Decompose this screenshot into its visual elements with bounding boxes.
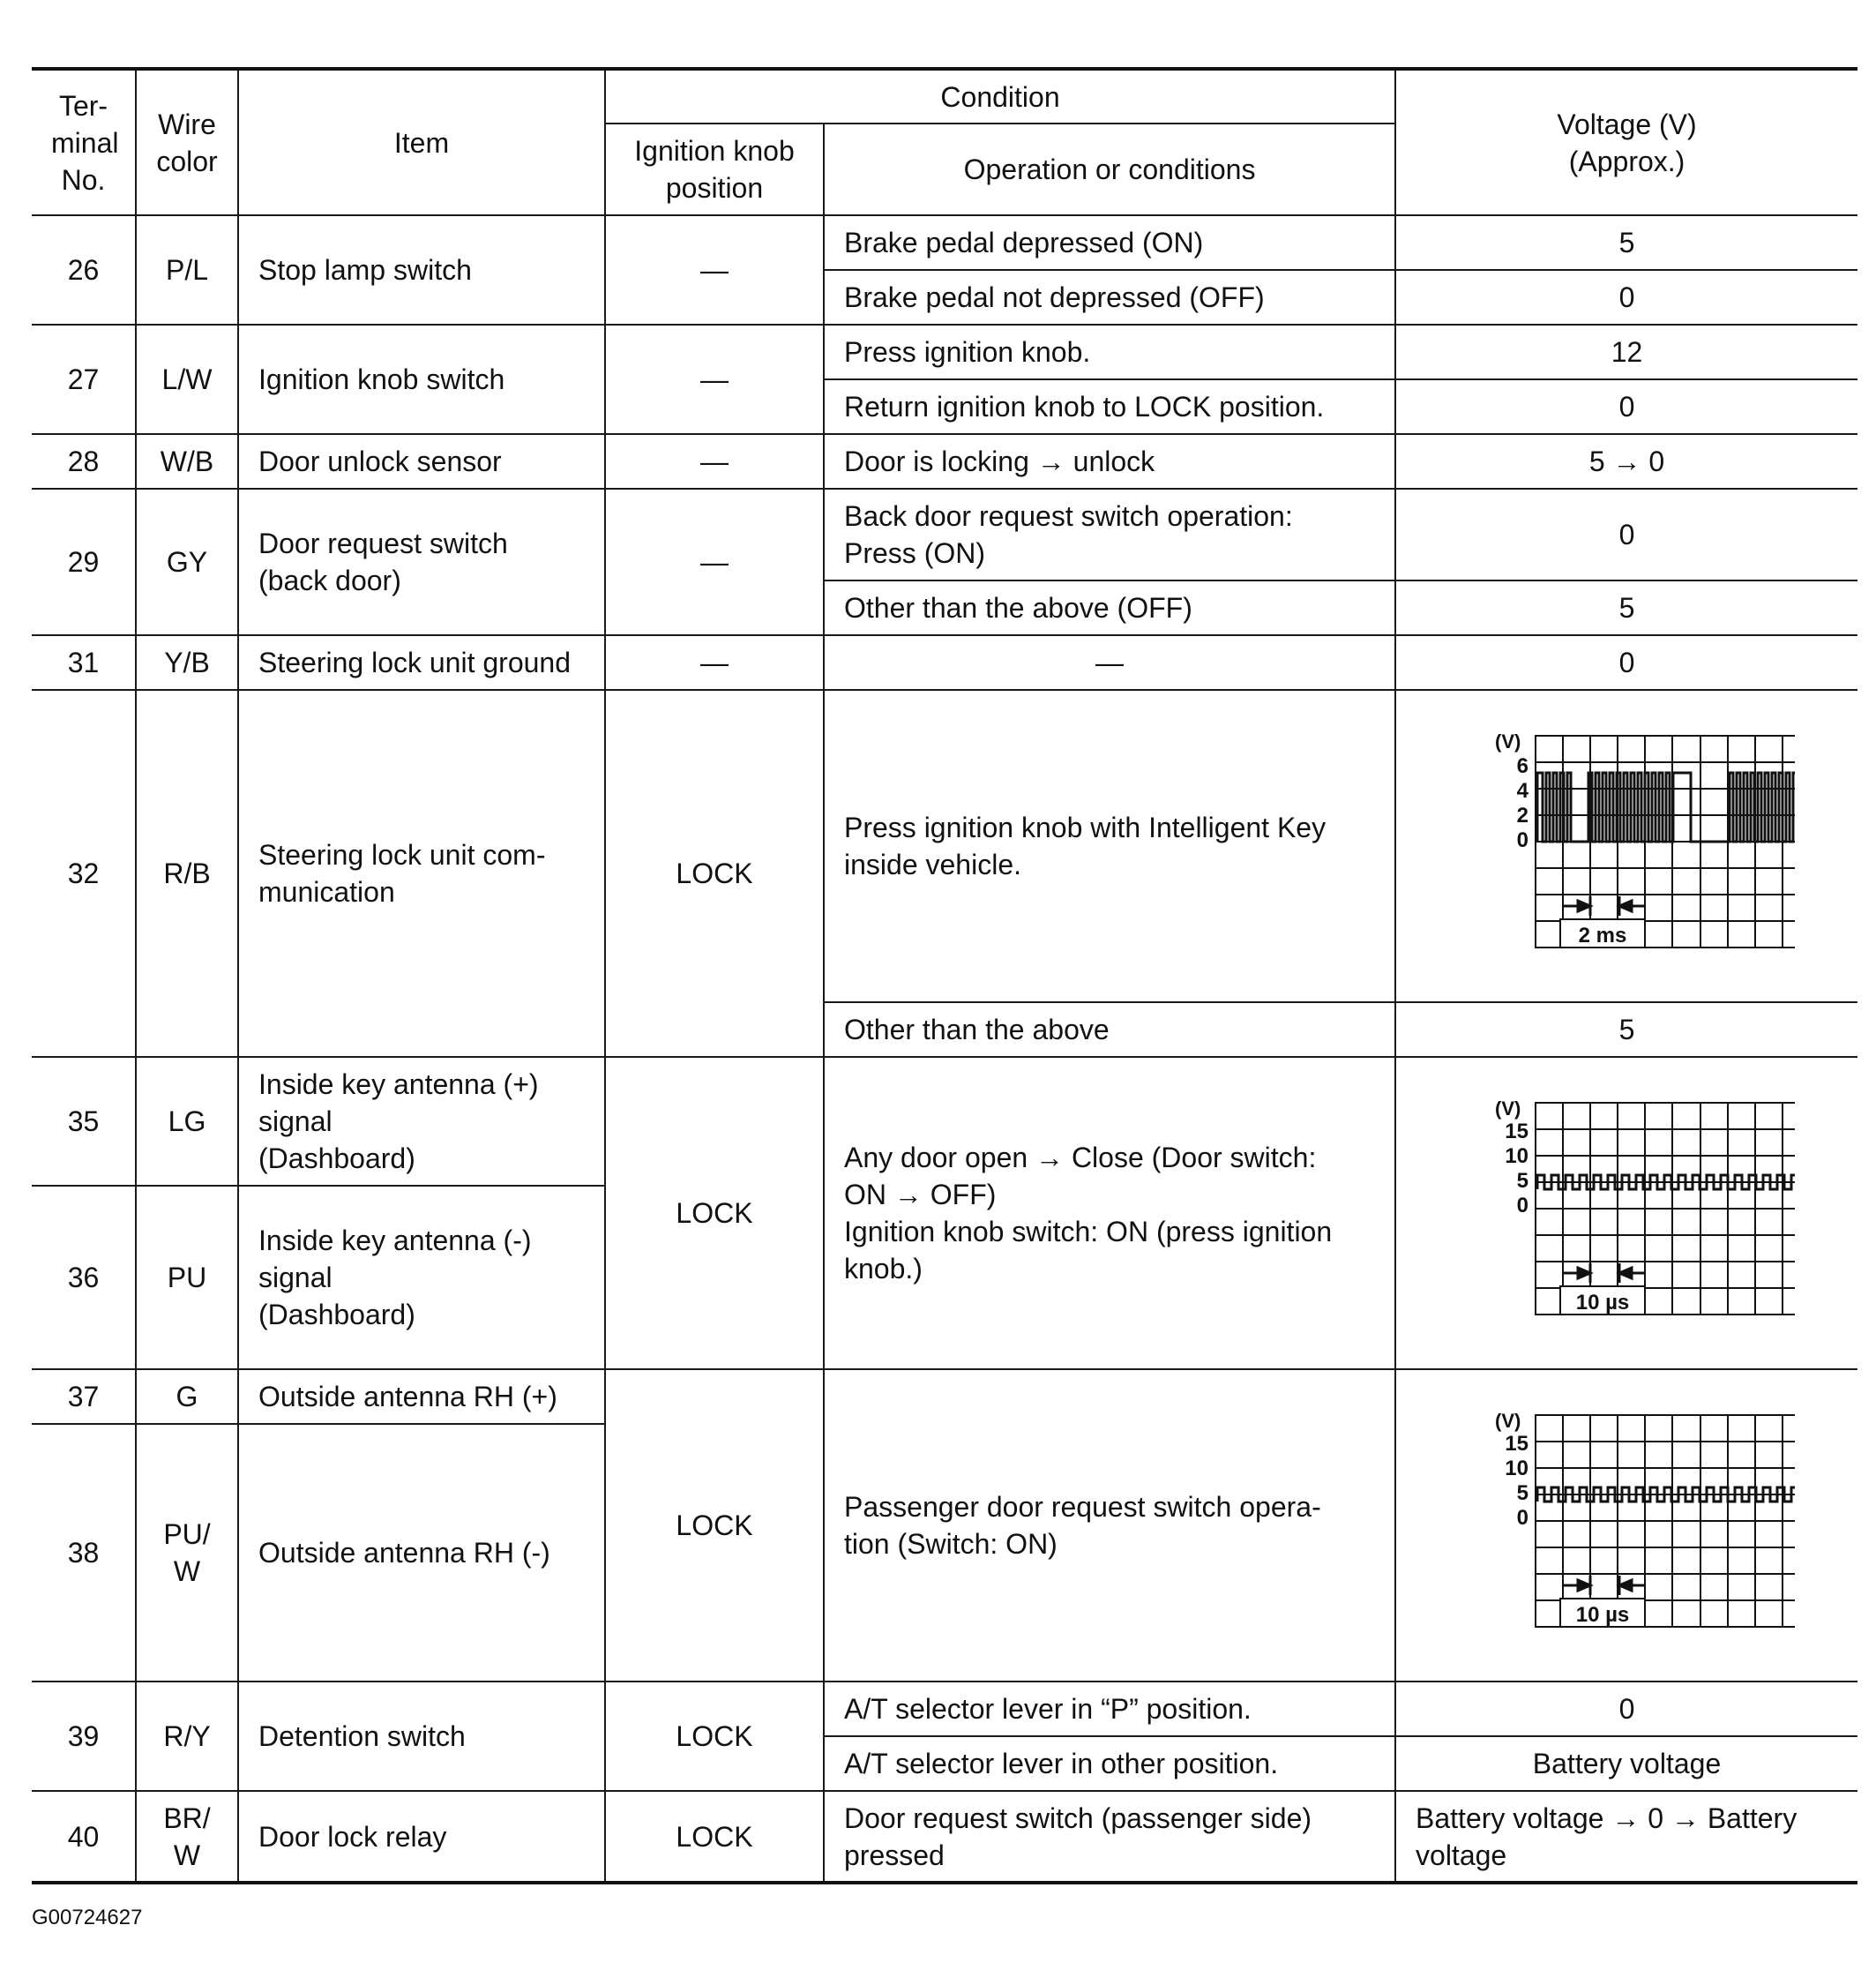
operation: — — [824, 635, 1395, 690]
terminal-no: 27 — [32, 325, 136, 434]
operation: Passenger door request switch opera- tion (Switch: ON) — [824, 1369, 1395, 1682]
wave-time-arrow — [1563, 1263, 1645, 1283]
wave-unit: (V) — [1494, 1410, 1521, 1432]
voltage: 0 — [1395, 1682, 1857, 1736]
wave-tick: 6 — [1516, 754, 1528, 778]
wire-color: BR/ W — [136, 1791, 238, 1883]
operation: Door is locking → unlock — [824, 434, 1395, 489]
voltage: 5 — [1395, 215, 1857, 270]
header-operation: Operation or conditions — [824, 124, 1395, 215]
wire-color: LG — [136, 1057, 238, 1186]
operation: Door request switch (passenger side) pressed — [824, 1791, 1395, 1883]
wave-trace — [1537, 773, 1795, 842]
terminal-no: 31 — [32, 635, 136, 690]
terminal-no: 28 — [32, 434, 136, 489]
item: Outside antenna RH (+) — [238, 1369, 605, 1424]
table-row — [32, 434, 1857, 489]
wave-tick: 0 — [1516, 1194, 1528, 1217]
wave-tick: 0 — [1516, 828, 1528, 852]
voltage: 0 — [1395, 635, 1857, 690]
wire-color: R/B — [136, 690, 238, 1057]
terminal-no: 38 — [32, 1424, 136, 1682]
ignition-position: — — [605, 434, 824, 489]
operation: Press ignition knob with Intelligent Key inside vehicle. — [824, 690, 1395, 1002]
operation: Return ignition knob to LOCK position. — [824, 379, 1395, 434]
item: Outside antenna RH (-) — [238, 1424, 605, 1682]
header-item: Item — [238, 69, 605, 215]
wire-color: GY — [136, 489, 238, 635]
waveform-cell — [1395, 1057, 1857, 1369]
wave-time-label: 10 µs — [1575, 1603, 1629, 1627]
ignition-position: LOCK — [605, 1057, 824, 1369]
waveform-cell — [1395, 1369, 1857, 1682]
terminal-table — [32, 67, 1857, 1884]
wave-tick: 5 — [1516, 1481, 1528, 1505]
terminal-no: 40 — [32, 1791, 136, 1883]
table-row — [32, 690, 1857, 1002]
header-voltage: Voltage (V) (Approx.) — [1395, 69, 1857, 215]
item: Steering lock unit ground — [238, 635, 605, 690]
operation: Other than the above — [824, 1002, 1395, 1057]
ignition-position: LOCK — [605, 690, 824, 1057]
operation: Any door open → Close (Door switch: ON → OFF) Ignition knob switch: ON (press ignition knob.) — [824, 1057, 1395, 1369]
wave-tick: 15 — [1504, 1120, 1528, 1143]
header-terminal: Ter- minal No. — [32, 69, 136, 215]
wave-time-label: 2 ms — [1578, 924, 1626, 948]
terminal-no: 26 — [32, 215, 136, 325]
item: Steering lock unit com- munication — [238, 690, 605, 1057]
voltage: 5 → 0 — [1395, 434, 1857, 489]
item: Inside key antenna (-) signal (Dashboard) — [238, 1186, 605, 1369]
terminal-no: 32 — [32, 690, 136, 1057]
wave-unit: (V) — [1494, 730, 1521, 753]
waveform-cell — [1395, 690, 1857, 1002]
wire-color: Y/B — [136, 635, 238, 690]
table-row — [32, 215, 1857, 270]
table-row — [32, 1682, 1857, 1736]
waveform-2ms — [1460, 727, 1795, 965]
wave-tick: 10 — [1504, 1457, 1528, 1480]
item: Stop lamp switch — [238, 215, 605, 325]
operation: Back door request switch operation: Press (ON) — [824, 489, 1395, 581]
wave-time-arrow — [1563, 1576, 1645, 1595]
voltage: 0 — [1395, 379, 1857, 434]
voltage: Battery voltage — [1395, 1736, 1857, 1791]
terminal-table-sheet — [32, 67, 1857, 1884]
wire-color: PU/ W — [136, 1424, 238, 1682]
table-row — [32, 489, 1857, 581]
item: Detention switch — [238, 1682, 605, 1791]
item: Door lock relay — [238, 1791, 605, 1883]
voltage: 0 — [1395, 270, 1857, 325]
wave-grid — [1536, 1415, 1795, 1627]
table-row — [32, 635, 1857, 690]
waveform-10us — [1460, 1406, 1795, 1644]
wave-grid — [1536, 1103, 1795, 1315]
ignition-position: — — [605, 489, 824, 635]
wire-color: P/L — [136, 215, 238, 325]
operation: A/T selector lever in other position. — [824, 1736, 1395, 1791]
header-condition: Condition — [605, 69, 1395, 124]
ignition-position: LOCK — [605, 1791, 824, 1883]
operation: Press ignition knob. — [824, 325, 1395, 379]
terminal-no: 29 — [32, 489, 136, 635]
voltage: 5 — [1395, 581, 1857, 635]
wave-tick: 0 — [1516, 1506, 1528, 1530]
terminal-no: 36 — [32, 1186, 136, 1369]
operation: A/T selector lever in “P” position. — [824, 1682, 1395, 1736]
item: Inside key antenna (+) signal (Dashboard) — [238, 1057, 605, 1186]
wave-time-label: 10 µs — [1575, 1291, 1629, 1315]
wave-tick: 4 — [1516, 779, 1528, 803]
header-wire-color: Wire color — [136, 69, 238, 215]
operation: Other than the above (OFF) — [824, 581, 1395, 635]
terminal-no: 39 — [32, 1682, 136, 1791]
table-row — [32, 1791, 1857, 1883]
wire-color: W/B — [136, 434, 238, 489]
wave-unit: (V) — [1494, 1097, 1521, 1120]
item: Ignition knob switch — [238, 325, 605, 434]
wave-tick: 2 — [1516, 804, 1528, 828]
ignition-position: — — [605, 635, 824, 690]
waveform-10us — [1460, 1094, 1795, 1332]
wave-tick: 10 — [1504, 1144, 1528, 1168]
figure-code: G00724627 — [32, 1906, 143, 1929]
table-row — [32, 325, 1857, 379]
voltage: Battery voltage → 0 → Battery voltage — [1395, 1791, 1857, 1883]
voltage: 0 — [1395, 489, 1857, 581]
voltage: 5 — [1395, 1002, 1857, 1057]
terminal-no: 35 — [32, 1057, 136, 1186]
wire-color: PU — [136, 1186, 238, 1369]
wire-color: R/Y — [136, 1682, 238, 1791]
ignition-position: LOCK — [605, 1682, 824, 1791]
wave-time-arrow — [1563, 896, 1645, 916]
table-row — [32, 1369, 1857, 1424]
ignition-position: LOCK — [605, 1369, 824, 1682]
ignition-position: — — [605, 325, 824, 434]
terminal-no: 37 — [32, 1369, 136, 1424]
header-ignition-position: Ignition knob position — [605, 124, 824, 215]
wave-tick: 5 — [1516, 1169, 1528, 1193]
wave-tick: 15 — [1504, 1432, 1528, 1456]
ignition-position: — — [605, 215, 824, 325]
voltage: 12 — [1395, 325, 1857, 379]
operation: Brake pedal depressed (ON) — [824, 215, 1395, 270]
operation: Brake pedal not depressed (OFF) — [824, 270, 1395, 325]
item: Door unlock sensor — [238, 434, 605, 489]
wire-color: L/W — [136, 325, 238, 434]
wire-color: G — [136, 1369, 238, 1424]
table-row — [32, 1057, 1857, 1186]
item: Door request switch (back door) — [238, 489, 605, 635]
